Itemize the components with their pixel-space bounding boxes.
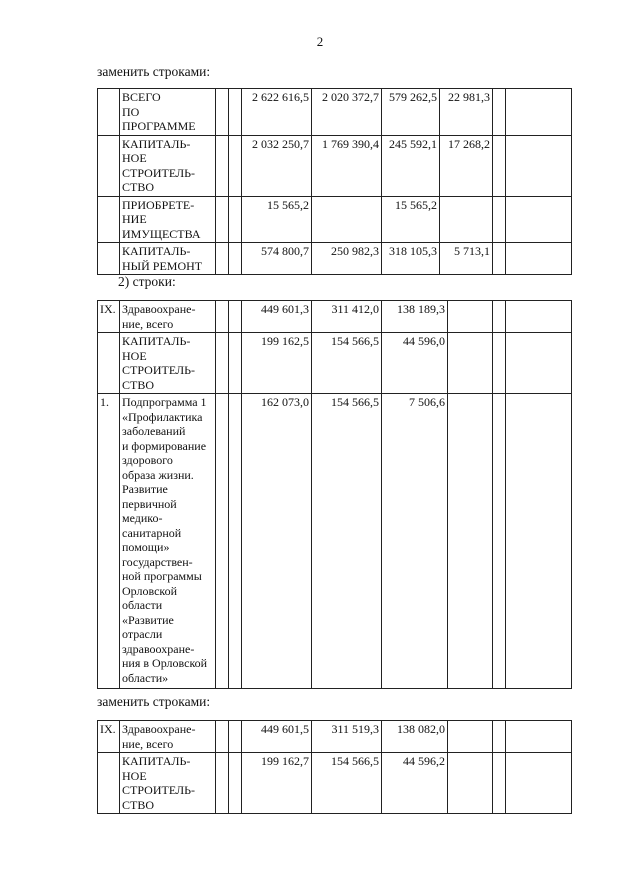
caption-replace-3: заменить строками: [97,694,211,709]
row-name: ПРИОБРЕТЕ- НИЕ ИМУЩЕСТВА [120,196,216,243]
row-name: Подпрограмма 1 «Профилактика заболеваний и формирование здорового образа жизни. Развитие первичной медико- санитарной помощи» государствен- ной программы Орловской области «Развитие отрасли здравоохране- ния в Орловской области» [120,394,216,689]
caption-rows-2: 2) строки: [118,274,176,289]
table-row [98,196,572,243]
value-total: 2 622 616,5 [242,89,312,136]
value-local: 22 981,3 [440,89,493,136]
table-row [98,243,572,275]
row-index: IX. [98,721,120,753]
value-total: 199 162,7 [242,753,312,814]
row-name: КАПИТАЛЬ- НОЕ СТРОИТЕЛЬ- СТВО [120,753,216,814]
value-regional: 579 262,5 [382,89,440,136]
value-federal: 311 412,0 [312,301,382,333]
value-regional: 15 565,2 [382,196,440,243]
value-regional: 318 105,3 [382,243,440,275]
value-federal: 311 519,3 [312,721,382,753]
row-name: КАПИТАЛЬ- НЫЙ РЕМОНТ [120,243,216,275]
value-federal [312,196,382,243]
value-federal: 154 566,5 [312,394,382,689]
caption-replace-1: заменить строками: [97,64,211,79]
value-total: 2 032 250,7 [242,135,312,196]
value-local: 5 713,1 [440,243,493,275]
value-regional: 7 506,6 [382,394,448,689]
value-federal: 1 769 390,4 [312,135,382,196]
value-total: 199 162,5 [242,333,312,394]
value-local [448,394,493,689]
value-local [440,196,493,243]
value-total: 449 601,5 [242,721,312,753]
table-original-health [97,300,572,689]
value-federal: 154 566,5 [312,753,382,814]
row-index [98,89,120,136]
row-name: Здравоохране- ние, всего [120,721,216,753]
table-row [98,753,572,814]
value-total: 449 601,3 [242,301,312,333]
value-local [448,753,493,814]
page-number: 2 [316,34,324,49]
row-index [98,243,120,275]
table-row [98,721,572,753]
row-name: КАПИТАЛЬ- НОЕ СТРОИТЕЛЬ- СТВО [120,135,216,196]
value-total: 574 800,7 [242,243,312,275]
row-index [98,196,120,243]
value-regional: 44 596,0 [382,333,448,394]
row-index: IX. [98,301,120,333]
table-replacement-health [97,720,572,814]
row-index [98,753,120,814]
table-row [98,89,572,136]
table-row [98,301,572,333]
value-total: 15 565,2 [242,196,312,243]
value-total: 162 073,0 [242,394,312,689]
table-replacement-totals [97,88,572,275]
table-row [98,333,572,394]
value-regional: 44 596,2 [382,753,448,814]
value-regional: 138 189,3 [382,301,448,333]
value-federal: 250 982,3 [312,243,382,275]
value-local [448,301,493,333]
row-index [98,135,120,196]
table-row [98,394,572,689]
value-regional: 138 082,0 [382,721,448,753]
row-name: Здравоохране- ние, всего [120,301,216,333]
value-local: 17 268,2 [440,135,493,196]
value-regional: 245 592,1 [382,135,440,196]
row-index: 1. [98,394,120,689]
table-row [98,135,572,196]
row-name: ВСЕГО ПО ПРОГРАММЕ [120,89,216,136]
value-federal: 154 566,5 [312,333,382,394]
row-name: КАПИТАЛЬ- НОЕ СТРОИТЕЛЬ- СТВО [120,333,216,394]
value-local [448,333,493,394]
row-index [98,333,120,394]
value-local [448,721,493,753]
value-federal: 2 020 372,7 [312,89,382,136]
